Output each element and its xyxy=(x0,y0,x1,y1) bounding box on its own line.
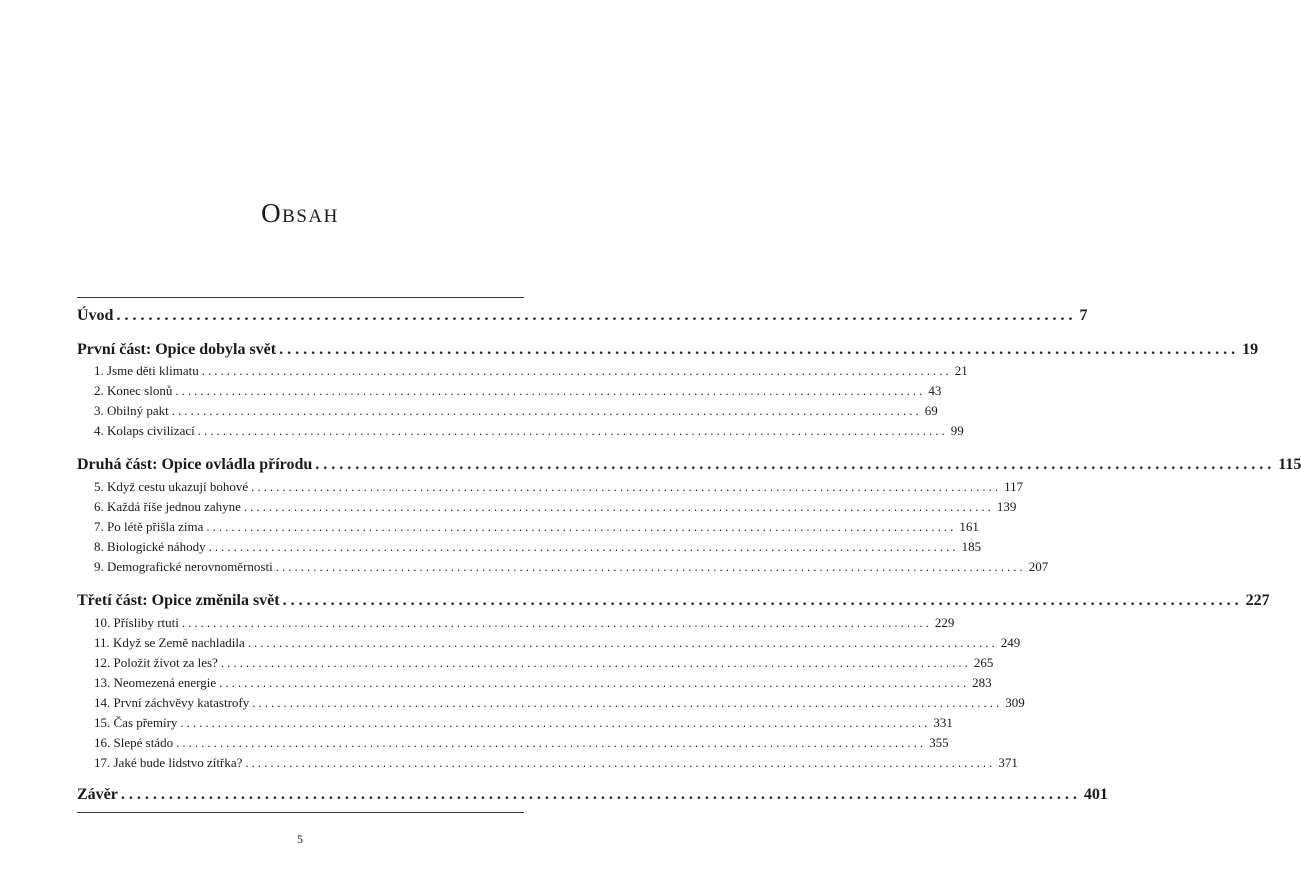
toc-chapter-page: 355 xyxy=(929,735,949,750)
toc-chapter-6[interactable] xyxy=(94,499,1017,515)
dot-leader: ........................................................................................................................ xyxy=(120,786,1081,803)
dot-leader: ........................................................................................................................ xyxy=(220,655,971,670)
toc-entry-intro[interactable] xyxy=(77,307,1088,325)
toc-part-page: 19 xyxy=(1242,341,1259,358)
toc-chapter-8[interactable] xyxy=(94,539,982,555)
toc-chapter-10[interactable] xyxy=(94,615,955,631)
toc-part-2[interactable] xyxy=(77,456,1301,474)
toc-chapter-page: 21 xyxy=(954,363,968,378)
toc-chapter-label: 12. Položit život za les? xyxy=(94,655,218,670)
dot-leader: ........................................................................................................................ xyxy=(245,755,996,770)
dot-leader: ........................................................................................................................ xyxy=(282,592,1243,609)
toc-part-page: 115 xyxy=(1278,456,1301,473)
dot-leader: ........................................................................................................................ xyxy=(275,559,1026,574)
toc-chapter-page: 283 xyxy=(972,675,992,690)
toc-part-page: 227 xyxy=(1245,592,1270,609)
toc-chapter-1[interactable] xyxy=(94,363,968,379)
toc-chapter-13[interactable] xyxy=(94,675,992,691)
top-rule xyxy=(77,297,524,298)
dot-leader: ........................................................................................................................ xyxy=(181,615,932,630)
toc-part-3[interactable] xyxy=(77,592,1270,610)
toc-chapter-14[interactable] xyxy=(94,695,1025,711)
toc-chapter-page: 371 xyxy=(998,755,1018,770)
toc-chapter-page: 229 xyxy=(934,615,955,630)
dot-leader: ........................................................................................................................ xyxy=(252,695,1003,710)
toc-chapter-page: 249 xyxy=(1000,635,1021,650)
toc-chapter-page: 309 xyxy=(1005,695,1025,710)
toc-chapter-page: 139 xyxy=(996,499,1017,514)
toc-chapter-9[interactable] xyxy=(94,559,1049,575)
toc-part-1[interactable] xyxy=(77,341,1259,359)
dot-leader: ........................................................................................................................ xyxy=(197,423,948,438)
toc-entry-outro[interactable] xyxy=(77,786,1108,804)
dot-leader: ........................................................................................................................ xyxy=(116,307,1077,324)
toc-chapter-label: 11. Když se Země nachladila xyxy=(94,635,245,650)
toc-chapter-label: 4. Kolaps civilizací xyxy=(94,423,195,438)
toc-chapter-page: 207 xyxy=(1028,559,1049,574)
toc-chapter-16[interactable] xyxy=(94,735,949,751)
toc-chapter-label: 9. Demografické nerovnoměrnosti xyxy=(94,559,273,574)
toc-chapter-label: 5. Když cestu ukazují bohové xyxy=(94,479,249,494)
toc-chapter-page: 331 xyxy=(933,715,953,730)
toc-chapter-label: 2. Konec slonů xyxy=(94,383,173,398)
toc-chapter-2[interactable] xyxy=(94,383,942,399)
toc-entry-label: Závěr xyxy=(77,786,118,803)
toc-chapter-page: 43 xyxy=(928,383,942,398)
dot-leader: ........................................................................................................................ xyxy=(208,539,959,554)
toc-chapter-12[interactable] xyxy=(94,655,994,671)
dot-leader: ........................................................................................................................ xyxy=(201,363,952,378)
dot-leader: ........................................................................................................................ xyxy=(180,715,931,730)
dot-leader: ........................................................................................................................ xyxy=(176,735,927,750)
dot-leader: ........................................................................................................................ xyxy=(251,479,1002,494)
toc-entry-label: Úvod xyxy=(77,307,114,324)
dot-leader: ........................................................................................................................ xyxy=(171,403,922,418)
toc-chapter-page: 99 xyxy=(950,423,964,438)
toc-chapter-label: 10. Přísliby rtuti xyxy=(94,615,179,630)
toc-chapter-4[interactable] xyxy=(94,423,964,439)
page-title: Obsah xyxy=(261,198,339,228)
toc-chapter-5[interactable] xyxy=(94,479,1024,495)
dot-leader: ........................................................................................................................ xyxy=(219,675,970,690)
page-number: 5 xyxy=(297,832,303,846)
toc-chapter-label: 15. Čas přemíry xyxy=(94,715,178,730)
toc-chapter-17[interactable] xyxy=(94,755,1018,771)
toc-chapter-label: 14. První záchvěvy katastrofy xyxy=(94,695,250,710)
toc-entry-page: 401 xyxy=(1083,786,1108,803)
dot-leader: ........................................................................................................................ xyxy=(206,519,957,534)
toc-chapter-label: 7. Po létě přišla zima xyxy=(94,519,204,534)
toc-chapter-label: 6. Každá říše jednou zahyne xyxy=(94,499,241,514)
dot-leader: ........................................................................................................................ xyxy=(243,499,994,514)
toc-chapter-page: 185 xyxy=(961,539,982,554)
toc-part-label: Druhá část: Opice ovládla přírodu xyxy=(77,456,313,473)
toc-chapter-page: 69 xyxy=(924,403,938,418)
toc-chapter-label: 3. Obilný pakt xyxy=(94,403,169,418)
toc-chapter-15[interactable] xyxy=(94,715,953,731)
toc-part-label: První část: Opice dobyla svět xyxy=(77,341,277,358)
toc-chapter-label: 8. Biologické náhody xyxy=(94,539,206,554)
toc-chapter-label: 1. Jsme děti klimatu xyxy=(94,363,199,378)
toc-chapter-label: 17. Jaké bude lidstvo zítřka? xyxy=(94,755,243,770)
toc-chapter-3[interactable] xyxy=(94,403,938,419)
dot-leader: ........................................................................................................................ xyxy=(315,456,1276,473)
toc-chapter-11[interactable] xyxy=(94,635,1021,651)
toc-chapter-7[interactable] xyxy=(94,519,979,535)
dot-leader: ........................................................................................................................ xyxy=(247,635,998,650)
toc-entry-page: 7 xyxy=(1079,307,1088,324)
toc-chapter-label: 13. Neomezená energie xyxy=(94,675,217,690)
toc-chapter-page: 117 xyxy=(1004,479,1024,494)
dot-leader: ........................................................................................................................ xyxy=(279,341,1240,358)
dot-leader: ........................................................................................................................ xyxy=(175,383,926,398)
toc-part-label: Třetí část: Opice změnila svět xyxy=(77,592,280,609)
toc-chapter-label: 16. Slepé stádo xyxy=(94,735,174,750)
bottom-rule xyxy=(77,812,524,813)
toc-chapter-page: 265 xyxy=(973,655,994,670)
toc-chapter-page: 161 xyxy=(959,519,979,534)
